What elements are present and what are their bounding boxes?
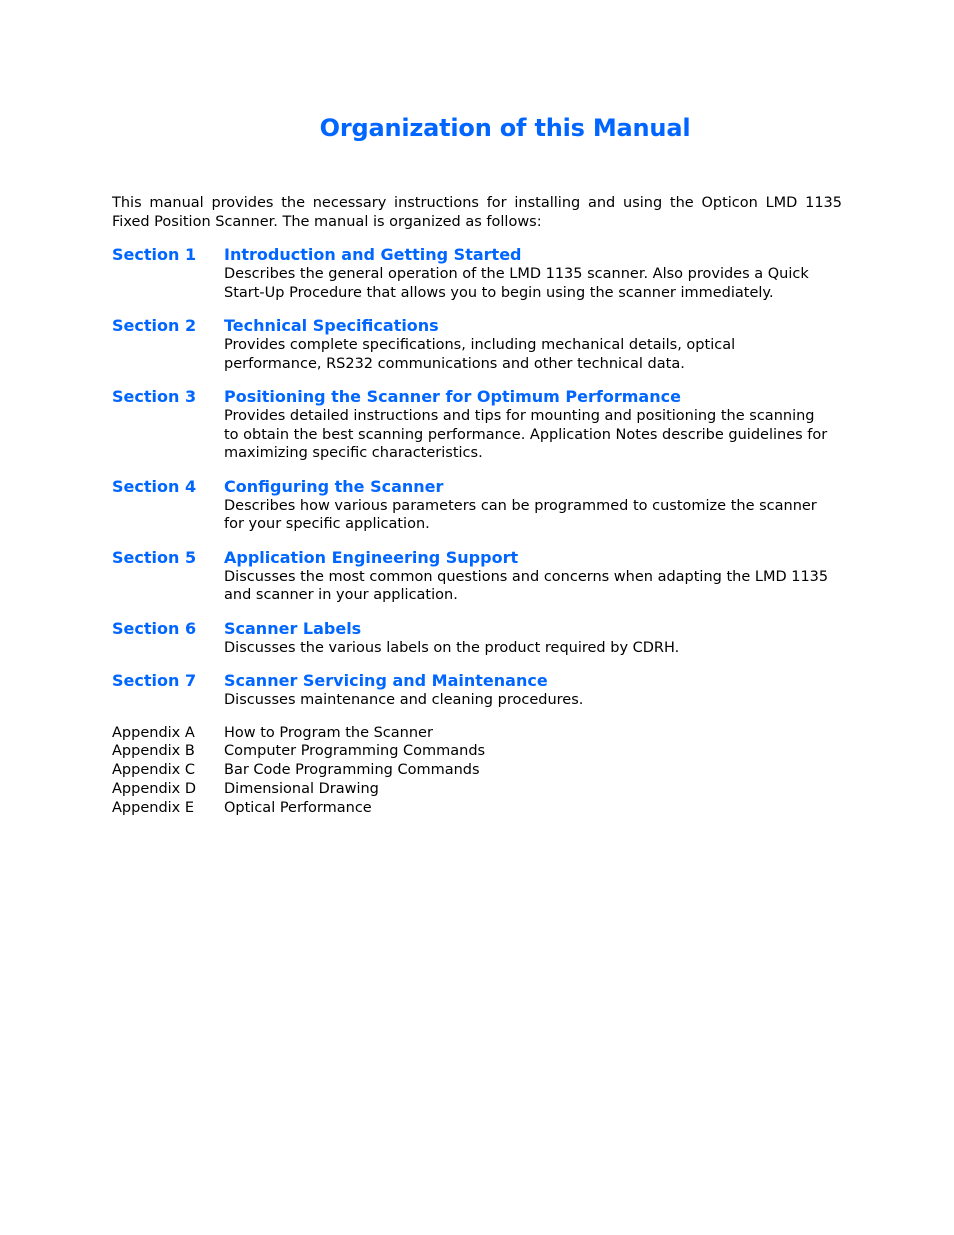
section-label: Section 5 [112,547,197,567]
section-body [224,671,842,710]
intro-paragraph: This manual provides the necessary instructions for installing and using the Opticon LMD 1135 Fixed Position Scanner. The manual is organized as follows: [112,195,842,230]
section-description: Discusses maintenance and cleaning procedures. [224,692,584,708]
section-title: Scanner Labels [224,618,362,638]
section-entry-4 [112,477,842,534]
section-body [224,245,842,302]
section-entry-7 [112,671,842,710]
section-entry-1 [112,245,842,302]
appendix-entry-c [112,761,842,780]
section-title: Configuring the Scanner [224,476,444,496]
section-description: Provides complete specifications, including mechanical details, optical performance, RS232 communications and other technical data. [224,337,736,372]
section-description: Describes the general operation of the LMD 1135 scanner. Also provides a Quick Start-Up Procedure that allows you to begin using the scanner immediately. [224,266,809,301]
appendix-label: Appendix C [112,762,195,779]
section-label: Section 3 [112,387,197,406]
section-title: Introduction and Getting Started [224,245,522,264]
appendix-label: Appendix D [112,780,197,797]
section-body [224,387,842,463]
section-body [224,548,842,605]
section-body [224,477,842,534]
appendix-entry-d [112,780,842,799]
section-label: Section 7 [112,671,197,690]
section-label: Section 2 [112,316,197,335]
section-label: Section 6 [112,618,197,638]
section-description: Discusses the various labels on the product required by CDRH. [224,639,680,656]
section-title: Technical Specifications [224,316,439,335]
section-body [224,619,842,658]
appendix-entry-e [112,799,842,818]
appendix-list [112,724,842,818]
section-entry-2 [112,316,842,373]
appendix-title: Bar Code Programming Commands [224,762,480,779]
section-label: Section 4 [112,476,197,496]
section-title: Scanner Servicing and Maintenance [224,671,548,690]
section-body [224,316,842,373]
appendix-entry-a [112,724,842,743]
section-description: Provides detailed instructions and tips for mounting and positioning the scanning to obtain the best scanning performance. Application Notes describe guidelines for maximizing specific characteristics. [224,408,828,461]
section-description: Discusses the most common questions and concerns when adapting the LMD 1135 and scanner in your application. [224,568,829,603]
contents-list [112,245,842,817]
section-title: Positioning the Scanner for Optimum Performance [224,387,681,406]
appendix-title: Computer Programming Commands [224,743,486,760]
appendix-title: Dimensional Drawing [224,780,379,797]
appendix-label: Appendix A [112,724,195,741]
section-entry-3 [112,387,842,463]
appendix-entry-b [112,742,842,761]
section-title: Application Engineering Support [224,547,519,567]
appendix-label: Appendix E [112,799,195,816]
appendix-label: Appendix B [112,743,195,760]
appendix-title: Optical Performance [224,799,372,816]
section-description: Describes how various parameters can be programmed to customize the scanner for your specific application. [224,497,817,532]
section-entry-5 [112,548,842,605]
section-label: Section 1 [112,245,197,264]
section-entry-6 [112,619,842,658]
page-title: Organization of this Manual [319,114,691,142]
appendix-title: How to Program the Scanner [224,724,433,741]
